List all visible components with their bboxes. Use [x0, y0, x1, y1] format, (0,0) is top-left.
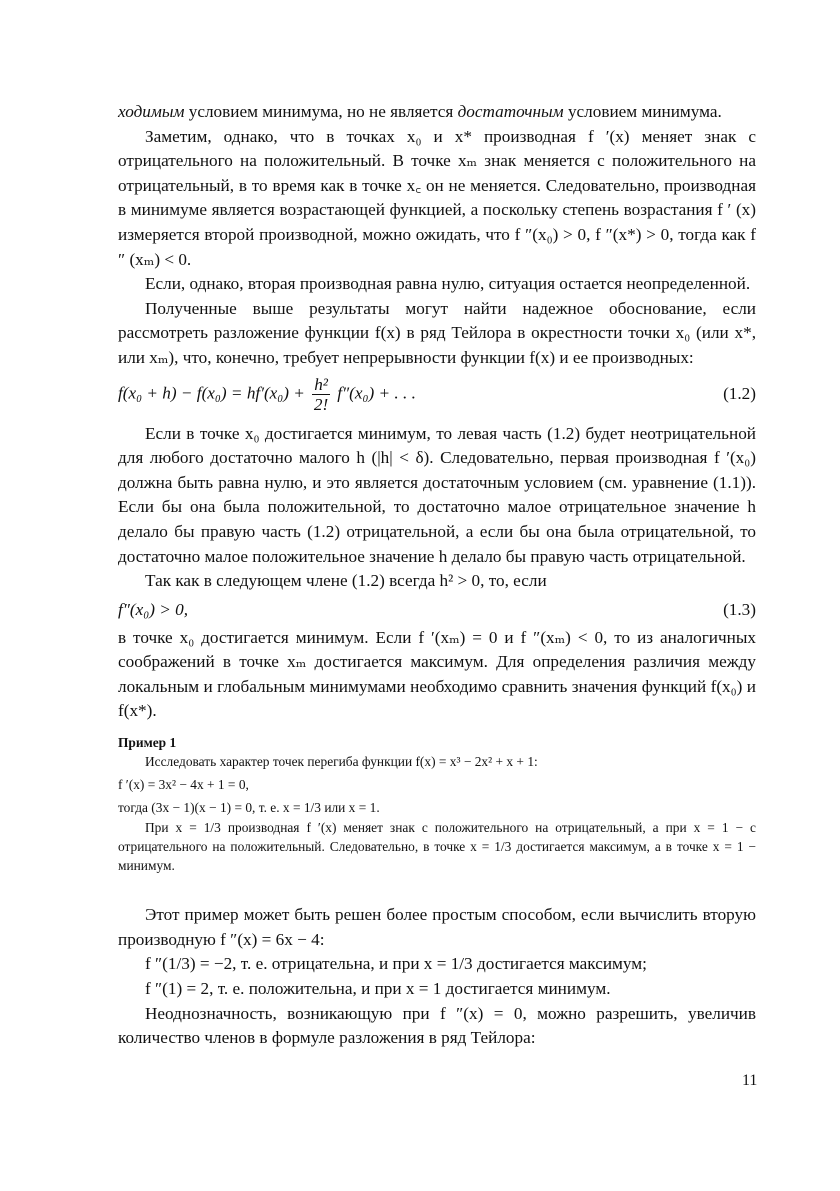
equation-1-3 — [118, 598, 756, 622]
paragraph-0 — [118, 100, 756, 125]
equation-1-2-body — [118, 375, 416, 414]
example-line-4: При x = 1/3 производная f ′(x) меняет знак с положительного на отрицательный, а при x = 1 − с отрицательного на положительный. Следовательно, в точке x = 1/3 достигается максимум, а в точке x = 1 − минимум. — [118, 819, 756, 874]
paragraph-0-mid: условием минимума, но не является — [184, 102, 458, 121]
paragraph-3: Полученные выше результаты могут найти надежное обоснование, если рассмотреть разложение функции f(x) в ряд Тейлора в окрестности точки x₀ (или x*, или xₘ), что, конечно, требует непрерывности функции f(x) и ее производных: — [118, 298, 756, 367]
fraction-numerator: h² — [314, 374, 328, 394]
paragraph-4: Если в точке x₀ достигается минимум, то левая часть (1.2) будет неотрицательной для любого достаточно малого h (|h| < δ). Следовательно, первая производная f ′(x₀) должна быть равна нулю, и это является достаточным условием (см. уравнение (1.1)). Если бы она была положительной, то достаточно малое отрицательное значение h делало бы правую часть (1.2) отрицательной, а если бы она была отрицательной, то достаточно малое положительное значение h делало бы правую часть отрицательной. — [118, 423, 756, 566]
example-line-2: f ′(x) = 3x² − 4x + 1 = 0, — [118, 777, 249, 793]
equation-number-1-2: (1.2) — [723, 384, 756, 404]
paragraph-2: Если, однако, вторая производная равна нулю, ситуация остается неопределенной. — [145, 274, 751, 294]
equation-1-2 — [118, 375, 756, 414]
paragraph-8: f ″(1/3) = −2, т. е. отрицательна, и при x = 1/3 достигается максимум; — [145, 954, 647, 974]
fraction-denominator: 2! — [313, 394, 329, 414]
equation-1-2-fraction — [312, 375, 330, 414]
emphasis-necessary: ходимым — [118, 102, 185, 121]
paragraph-10: Неоднозначность, возникающую при f ″(x) = 0, можно разрешить, увеличив количество членов в формуле разложения в ряд Тейлора: — [118, 1003, 756, 1048]
equation-number-1-3: (1.3) — [723, 599, 756, 619]
example-line-1: Исследовать характер точек перегиба функции f(x) = x³ − 2x² + x + 1: — [145, 754, 538, 770]
paragraph-5: Так как в следующем члене (1.2) всегда h² > 0, то, если — [145, 571, 547, 591]
example-line-3: тогда (3x − 1)(x − 1) = 0, т. е. x = 1/3 или x = 1. — [118, 800, 380, 816]
paragraph-9: f ″(1) = 2, т. е. положительна, и при x = 1 достигается минимум. — [145, 979, 611, 999]
equation-1-3-body: f″(x₀) > 0, — [118, 599, 189, 619]
equation-1-2-right: f″(x₀) + . . . — [337, 382, 416, 402]
paragraph-6: в точке x₀ достигается минимум. Если f ′(xₘ) = 0 и f ″(xₘ) < 0, то из аналогичных соображений в точке xₘ достигается максимум. Для определения различия между локальным и глобальным минимумами необходимо сравнить значения функций f(x₀) и f(x*). — [118, 627, 756, 721]
equation-1-2-left: f(x₀ + h) − f(x₀) = hf′(x₀) + — [118, 382, 305, 402]
paragraph-7: Этот пример может быть решен более простым способом, если вычислить вторую производную f ″(x) = 6x − 4: — [118, 905, 756, 949]
paragraph-0-end: условием минимума. — [563, 102, 722, 121]
page-body — [118, 100, 756, 1051]
paragraph-1: Заметим, однако, что в точках x₀ и x* производная f ′(x) меняет знак с отрицательного на положительный. В точке xₘ знак меняется с положительного на отрицательный, в то время как в точке x꜀ он не меняется. Следовательно, производная в минимуме является возрастающей функцией, а поскольку степень возрастания f ′ (x) измеряется второй производной, можно ожидать, что f ″(x₀) > 0, f ″(x*) > 0, тогда как f ″ (xₘ) < 0. — [118, 126, 756, 269]
page-number: 11 — [742, 1072, 758, 1089]
emphasis-sufficient: достаточным — [457, 102, 564, 121]
example-title: Пример 1 — [118, 735, 177, 751]
